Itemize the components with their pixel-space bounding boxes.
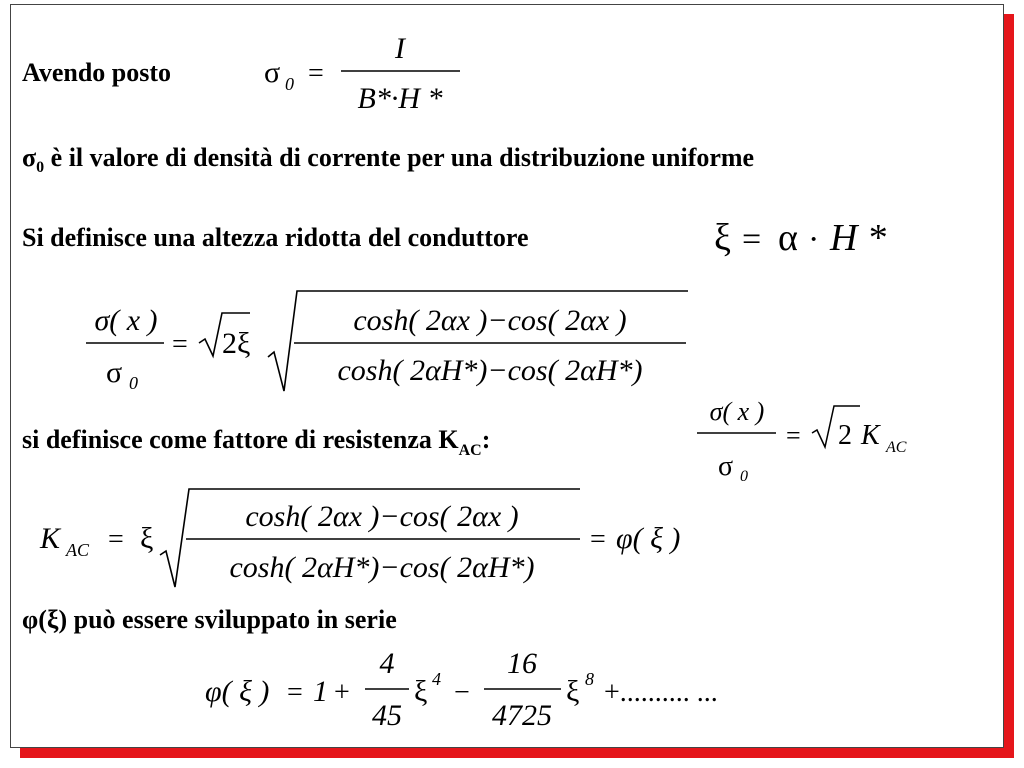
xi-symbol-1: ξ [414,675,428,708]
fraction1-numerator: 4 [379,647,395,680]
kac-definition-text [22,425,490,459]
sigma-x-numerator: σ( x ) [94,304,158,337]
kac-text-colon: : [481,425,491,454]
kac-text-sub: AC [458,442,482,459]
sigma-symbol: σ [264,56,281,89]
equals-sign: = [742,221,762,258]
equals-sign: = [108,524,124,555]
sqrt-sign [812,406,860,447]
term-one: 1 [313,675,328,708]
root-denominator: cosh( 2αH*)−cos( 2αH*) [337,354,643,387]
h-star: H * [830,217,886,259]
equals-sign: = [786,421,801,450]
k-symbol: K [861,420,880,451]
coefficient-2xi: 2ξ [222,327,251,360]
fraction2-numerator: 16 [507,647,537,680]
exponent-1: 4 [432,669,441,689]
equals-sign: = [287,677,303,708]
svg-text:si definisce come fattore di r [22,425,490,459]
phi-of-xi: φ( ξ ) [205,675,270,708]
sigma-denominator: σ [106,356,123,389]
k-subscript: AC [66,540,90,560]
fraction-numerator: I [395,32,405,65]
dot-operator: · [808,221,820,258]
plus-sign: + [334,677,350,708]
exponent-2: 8 [585,669,594,689]
sigma0-description-text: è il valore di densità di corrente per una distribuzione uniforme [44,143,755,172]
avendo-posto-text: Avendo posto [22,58,172,87]
kac-text-main: si definisce come fattore di resistenza K [22,425,459,454]
sigma-x-numerator: σ( x ) [709,397,765,426]
formula-sigma0-definition [264,32,460,115]
formula-kac-expression [39,489,680,587]
series-tail: +.......... ... [604,677,718,708]
root-denominator: cosh( 2αH*)−cos( 2αH*) [229,551,535,584]
xi-symbol: ξ [140,522,154,555]
equals-sign-2: = [590,524,606,555]
sigma-subscript: 0 [740,468,748,485]
formula-series-expansion [205,647,718,732]
alpha-symbol: α [778,217,798,259]
equals-sign: = [172,329,188,360]
minus-sign: − [454,677,470,708]
formula-current-distribution [86,291,688,393]
sigma0-label: σ [22,143,37,172]
root-numerator: cosh( 2αx )−cos( 2αx ) [353,304,627,337]
sigma-denominator: σ [718,451,734,482]
root-numerator: cosh( 2αx )−cos( 2αx ) [245,500,519,533]
k-subscript: AC [886,439,907,456]
sigma-subscript: 0 [285,74,294,94]
formula-xi-definition [714,217,886,259]
equals-sign: = [308,58,324,89]
sigma-subscript: 0 [129,373,138,393]
formula-kac-ratio [697,397,907,485]
root-value: 2 [838,420,852,451]
phi-of-xi: φ( ξ ) [616,522,681,555]
k-symbol: K [40,522,61,555]
svg-text:σ0 è il valore di densità di c [22,143,754,176]
fraction2-denominator: 4725 [492,699,552,732]
fraction1-denominator: 45 [372,699,402,732]
altezza-ridotta-text: Si definisce una altezza ridotta del conduttore [22,223,529,252]
series-expansion-text: φ(ξ) può essere sviluppato in serie [22,605,397,634]
xi-symbol: ξ [714,217,731,259]
xi-symbol-2: ξ [566,675,580,708]
fraction-denominator: B*·H * [357,82,443,115]
sigma0-label-sub: 0 [36,159,45,176]
sigma0-description [22,143,754,176]
